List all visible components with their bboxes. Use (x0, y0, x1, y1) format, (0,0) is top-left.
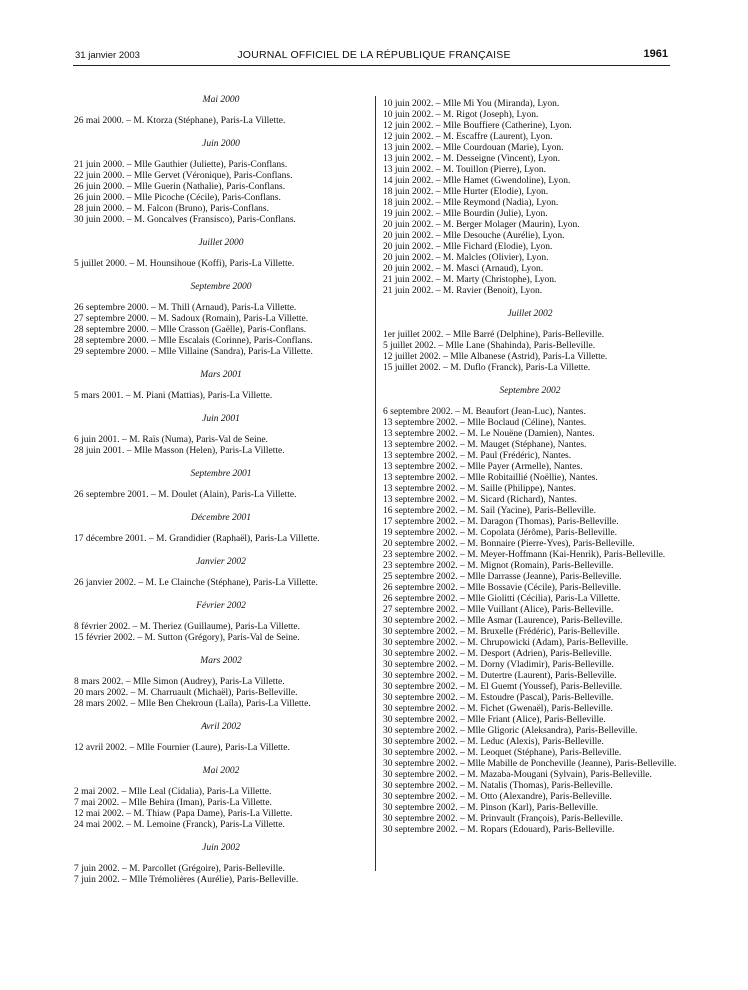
appointment-entry: 14 juin 2002. – Mlle Hamet (Gwendoline), Lyon. (383, 176, 571, 186)
section-title: Juin 2001 (202, 414, 240, 424)
right-column (383, 99, 677, 848)
appointment-entry: 30 septembre 2002. – M. Natalis (Thomas), Paris-Belleville. (383, 781, 613, 791)
appointment-entry: 13 juin 2002. – Mlle Courdouan (Marie), Lyon. (383, 143, 564, 153)
section-title: Mars 2001 (200, 370, 242, 380)
appointment-entry: 28 juin 2001. – Mlle Masson (Helen), Paris-La Villette. (74, 446, 285, 456)
column-divider (375, 96, 376, 871)
section-title: Avril 2002 (201, 722, 241, 732)
section-title: Février 2002 (196, 601, 246, 611)
appointment-entry: 27 septembre 2002. – Mlle Vuillant (Alice), Paris-Belleville. (383, 605, 614, 615)
appointment-entry: 13 septembre 2002. – Mlle Robitaillié (Noëllie), Nantes. (383, 473, 598, 483)
appointment-entry: 28 mars 2002. – Mlle Ben Chekroun (Laïla), Paris-La Villette. (74, 699, 311, 709)
appointment-entry: 12 mai 2002. – M. Thiaw (Papa Dame), Paris-La Villette. (74, 809, 293, 819)
section-title: Septembre 2001 (190, 469, 252, 479)
appointment-entry: 12 juillet 2002. – Mlle Albanese (Astrid), Paris-La Villette. (383, 352, 608, 362)
appointment-entry: 13 septembre 2002. – M. Mauget (Stéphane), Nantes. (383, 440, 587, 450)
appointment-entry: 30 septembre 2002. – M. Estoudre (Pascal), Paris-Belleville. (383, 693, 614, 703)
page-header (0, 0, 748, 70)
appointment-entry: 15 février 2002. – M. Sutton (Grégory), Paris-Val de Seine. (74, 633, 300, 643)
section-title: Juillet 2000 (198, 238, 244, 248)
appointment-entry: 20 septembre 2002. – M. Bonnaire (Pierre-Yves), Paris-Belleville. (383, 539, 635, 549)
appointment-entry: 12 avril 2002. – Mlle Fournier (Laure), Paris-La Villette. (74, 743, 290, 753)
appointment-entry: 21 juin 2002. – M. Marty (Christophe), Lyon. (383, 275, 557, 285)
appointment-entry: 13 septembre 2002. – M. Le Nouëne (Damien), Nantes. (383, 429, 595, 439)
section (74, 601, 368, 644)
appointment-entry: 19 septembre 2002. – M. Copolata (Jérôme), Paris-Belleville. (383, 528, 618, 538)
appointment-entry: 30 septembre 2002. – M. Otto (Alexandre), Paris-Belleville. (383, 792, 612, 802)
appointment-entry: 8 février 2002. – M. Theriez (Guillaume), Paris-La Villette. (74, 622, 300, 632)
header-rule (73, 65, 670, 66)
appointment-entry: 21 juin 2002. – M. Ravier (Benoit), Lyon. (383, 286, 543, 296)
appointment-entry: 2 mai 2002. – Mlle Leal (Cidalia), Paris-La Villette. (74, 787, 272, 797)
appointment-entry: 30 septembre 2002. – M. Leoquet (Stéphane), Paris-Belleville. (383, 748, 622, 758)
section (74, 282, 368, 358)
appointment-entry: 29 septembre 2000. – Mlle Villaine (Sandra), Paris-La Villette. (74, 347, 313, 357)
appointment-entry: 20 juin 2002. – Mlle Fichard (Elodie), Lyon. (383, 242, 553, 252)
section (383, 99, 677, 297)
section-title: Septembre 2002 (499, 386, 561, 396)
section-title: Juin 2002 (202, 843, 240, 853)
appointment-entry: 30 septembre 2002. – M. Leduc (Alexis), Paris-Belleville. (383, 737, 604, 747)
appointment-entry: 30 septembre 2002. – Mlle Asmar (Laurence), Paris-Belleville. (383, 616, 623, 626)
appointment-entry: 12 juin 2002. – M. Escaffre (Laurent), Lyon. (383, 132, 553, 142)
section (74, 557, 368, 589)
appointment-entry: 6 septembre 2002. – M. Beaufort (Jean-Luc), Nantes. (383, 407, 586, 417)
appointment-entry: 20 mars 2002. – M. Charruault (Michaël), Paris-Belleville. (74, 688, 298, 698)
section-title: Mai 2002 (202, 766, 240, 776)
appointment-entry: 30 septembre 2002. – M. Chrupowicki (Adam), Paris-Belleville. (383, 638, 629, 648)
appointment-entry: 7 mai 2002. – Mlle Behira (Iman), Paris-La Villette. (74, 798, 272, 808)
appointment-entry: 30 septembre 2002. – M. El Guemt (Youssef), Paris-Belleville. (383, 682, 623, 692)
appointment-entry: 26 juin 2000. – Mlle Picoche (Cécile), Paris-Conflans. (74, 193, 281, 203)
appointment-entry: 18 juin 2002. – Mlle Hurter (Elodie), Lyon. (383, 187, 549, 197)
appointment-entry: 6 juin 2001. – M. Raïs (Numa), Paris-Val de Seine. (74, 435, 268, 445)
appointment-entry: 21 juin 2000. – Mlle Gauthier (Juliette), Paris-Conflans. (74, 160, 288, 170)
appointment-entry: 30 septembre 2002. – M. Prinvault (François), Paris-Belleville. (383, 814, 623, 824)
appointment-entry: 30 septembre 2002. – M. Ropars (Edouard), Paris-Belleville. (383, 825, 615, 835)
appointment-entry: 10 juin 2002. – Mlle Mi You (Miranda), Lyon. (383, 99, 560, 109)
section (74, 95, 368, 127)
appointment-entry: 30 septembre 2002. – M. Desport (Adrien), Paris-Belleville. (383, 649, 612, 659)
appointment-entry: 26 septembre 2001. – M. Doulet (Alain), Paris-La Villette. (74, 490, 297, 500)
appointment-entry: 10 juin 2002. – M. Rigot (Joseph), Lyon. (383, 110, 539, 120)
appointment-entry: 30 septembre 2002. – Mlle Friant (Alice), Paris-Belleville. (383, 715, 606, 725)
appointment-entry: 25 septembre 2002. – Mlle Darrasse (Jeanne), Paris-Belleville. (383, 572, 622, 582)
appointment-entry: 30 septembre 2002. – M. Bruxelle (Frédéric), Paris-Belleville. (383, 627, 620, 637)
header-page-number: 1961 (643, 48, 668, 60)
section (74, 414, 368, 457)
appointment-entry: 13 septembre 2002. – M. Paul (Frédéric), Nantes. (383, 451, 572, 461)
appointment-entry: 30 septembre 2002. – M. Dorny (Vladimir), Paris-Belleville. (383, 660, 614, 670)
appointment-entry: 20 juin 2002. – M. Masci (Arnaud), Lyon. (383, 264, 544, 274)
appointment-entry: 30 septembre 2002. – M. Dutertre (Laurent), Paris-Belleville. (383, 671, 617, 681)
section-title: Juillet 2002 (507, 309, 553, 319)
header-date: 31 janvier 2003 (75, 50, 140, 61)
section (74, 469, 368, 501)
appointment-entry: 17 décembre 2001. – M. Grandidier (Raphaël), Paris-La Villette. (74, 534, 320, 544)
appointment-entry: 23 septembre 2002. – M. Meyer-Hoffmann (Kai-Henrik), Paris-Belleville. (383, 550, 666, 560)
appointment-entry: 30 septembre 2002. – M. Pinson (Karl), Paris-Belleville. (383, 803, 599, 813)
appointment-entry: 5 juillet 2002. – Mlle Lane (Shahinda), Paris-Belleville. (383, 341, 596, 351)
section (74, 513, 368, 545)
section-title: Mai 2000 (202, 95, 240, 105)
appointment-entry: 5 mars 2001. – M. Piani (Mattias), Paris-La Villette. (74, 391, 273, 401)
section (383, 386, 677, 836)
appointment-entry: 20 juin 2002. – M. Berger Molager (Maurin), Lyon. (383, 220, 580, 230)
appointment-entry: 23 septembre 2002. – M. Mignot (Romain), Paris-Belleville. (383, 561, 614, 571)
appointment-entry: 30 septembre 2002. – Mlle Gligoric (Aleksandra), Paris-Belleville. (383, 726, 638, 736)
appointment-entry: 15 juillet 2002. – M. Duflo (Franck), Paris-La Villette. (383, 363, 591, 373)
section-title: Janvier 2002 (196, 557, 246, 567)
appointment-entry: 26 septembre 2002. – Mlle Bossavie (Cécile), Paris-Belleville. (383, 583, 621, 593)
appointment-entry: 27 septembre 2000. – M. Sadoux (Romain), Paris-La Villette. (74, 314, 309, 324)
appointment-entry: 7 juin 2002. – Mlle Trémolières (Aurélie), Paris-Belleville. (74, 875, 299, 885)
section-title: Juin 2000 (202, 139, 240, 149)
section (74, 656, 368, 710)
appointment-entry: 30 juin 2000. – M. Goncalves (Fransisco), Paris-Conflans. (74, 215, 296, 225)
section (383, 309, 677, 374)
appointment-entry: 13 juin 2002. – M. Touillon (Pierre), Lyon. (383, 165, 547, 175)
section (74, 722, 368, 754)
section-title: Mars 2002 (200, 656, 242, 666)
section (74, 139, 368, 226)
appointment-entry: 18 juin 2002. – Mlle Reymond (Nadia), Lyon. (383, 198, 559, 208)
appointment-entry: 24 mai 2002. – M. Lemoine (Franck), Paris-La Villette. (74, 820, 285, 830)
appointment-entry: 16 septembre 2002. – M. Sail (Yacine), Paris-Belleville. (383, 506, 597, 516)
appointment-entry: 30 septembre 2002. – M. Mazaba-Mougani (Sylvain), Paris-Belleville. (383, 770, 652, 780)
appointment-entry: 28 septembre 2000. – Mlle Escalais (Corinne), Paris-Conflans. (74, 336, 313, 346)
appointment-entry: 5 juillet 2000. – M. Hounsihoue (Koffi), Paris-La Villette. (74, 259, 295, 269)
appointment-entry: 13 septembre 2002. – Mlle Boclaud (Céline), Nantes. (383, 418, 587, 428)
appointment-entry: 30 septembre 2002. – Mlle Mabille de Poncheville (Jeanne), Paris-Belleville. (383, 759, 677, 769)
appointment-entry: 12 juin 2002. – Mlle Bouffiere (Catherine), Lyon. (383, 121, 572, 131)
appointment-entry: 30 septembre 2002. – M. Fichet (Gwenaël), Paris-Belleville. (383, 704, 613, 714)
appointment-entry: 28 juin 2000. – M. Falcon (Bruno), Paris-Conflans. (74, 204, 270, 214)
section (74, 238, 368, 270)
section-title: Septembre 2000 (190, 282, 252, 292)
appointment-entry: 28 septembre 2000. – Mlle Crasson (Gaëlle), Paris-Conflans. (74, 325, 307, 335)
appointment-entry: 20 juin 2002. – M. Malcles (Olivier), Lyon. (383, 253, 549, 263)
appointment-entry: 1er juillet 2002. – Mlle Barré (Delphine), Paris-Belleville. (383, 330, 605, 340)
appointment-entry: 13 septembre 2002. – M. Sicard (Richard), Nantes. (383, 495, 577, 505)
section-title: Décembre 2001 (190, 513, 252, 523)
appointment-entry: 13 septembre 2002. – Mlle Payer (Armelle), Nantes. (383, 462, 583, 472)
appointment-entry: 17 septembre 2002. – M. Daragon (Thomas), Paris-Belleville. (383, 517, 619, 527)
appointment-entry: 13 septembre 2002. – M. Saille (Philippe), Nantes. (383, 484, 576, 494)
appointment-entry: 20 juin 2002. – Mlle Desouche (Aurélie), Lyon. (383, 231, 565, 241)
header-title: JOURNAL OFFICIEL DE LA RÉPUBLIQUE FRANÇAISE (237, 49, 511, 61)
appointment-entry: 19 juin 2002. – Mlle Bourdin (Julie), Lyon. (383, 209, 548, 219)
section (74, 370, 368, 402)
section (74, 843, 368, 886)
section (74, 766, 368, 831)
appointment-entry: 26 juin 2000. – Mlle Guerin (Nathalie), Paris-Conflans. (74, 182, 286, 192)
appointment-entry: 13 juin 2002. – M. Desseigne (Vincent), Lyon. (383, 154, 561, 164)
appointment-entry: 26 septembre 2000. – M. Thill (Arnaud), Paris-La Villette. (74, 303, 297, 313)
appointment-entry: 26 janvier 2002. – M. Le Clainche (Stéphane), Paris-La Villette. (74, 578, 318, 588)
appointment-entry: 7 juin 2002. – M. Parcollet (Grégoire), Paris-Belleville. (74, 864, 285, 874)
appointment-entry: 8 mars 2002. – Mlle Simon (Audrey), Paris-La Villette. (74, 677, 285, 687)
left-column (74, 95, 368, 898)
appointment-entry: 26 septembre 2002. – Mlle Giolitti (Cécilia), Paris-La Villette. (383, 594, 620, 604)
appointment-entry: 22 juin 2000. – Mlle Gervet (Véronique), Paris-Conflans. (74, 171, 293, 181)
appointment-entry: 26 mai 2000. – M. Ktorza (Stéphane), Paris-La Villette. (74, 116, 286, 126)
